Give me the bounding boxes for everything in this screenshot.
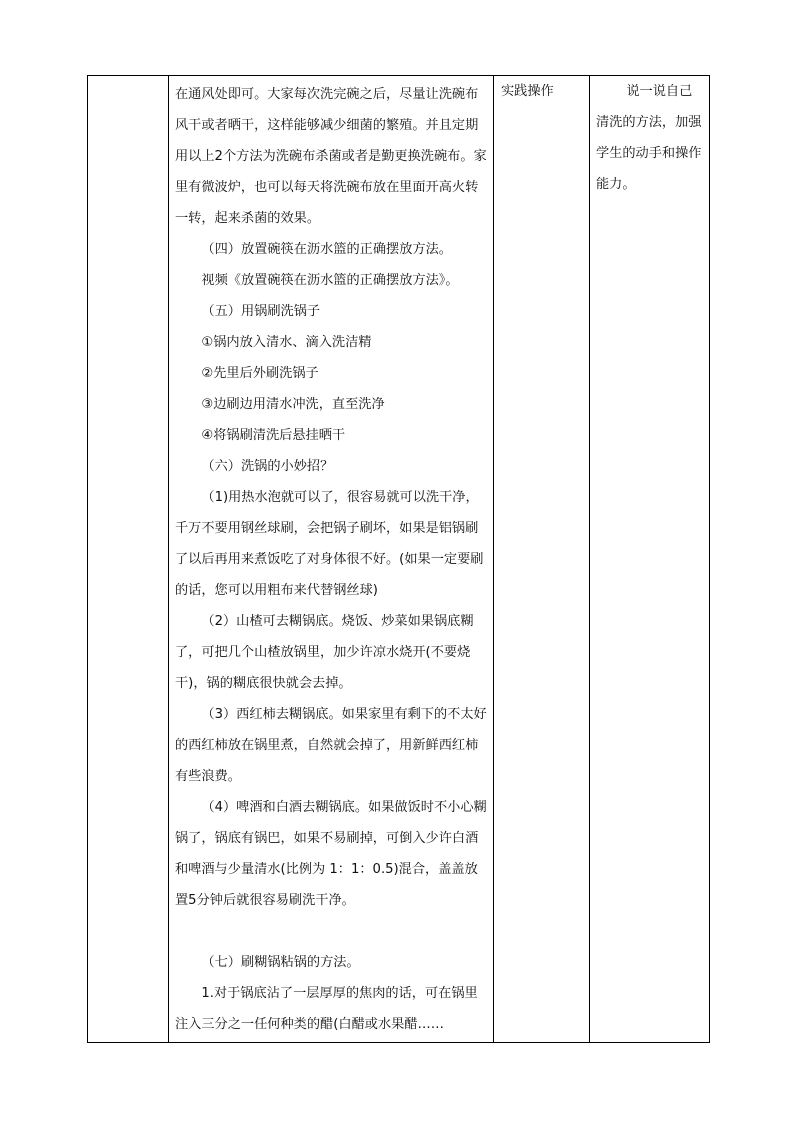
content-paragraph: 1.对于锅底沾了一层厚厚的焦肉的话，可在锅里注入三分之一任何种类的醋(白醋或水果醋…… bbox=[175, 986, 478, 1032]
content-paragraph: ①锅内放入清水、滴入洗洁精 bbox=[201, 335, 372, 350]
design-intent-text: 说一说自己清洗的方法，加强学生的动手和操作能力。 bbox=[596, 84, 702, 192]
content-paragraph: （1)用热水泡就可以了，很容易就可以洗干净，千万不要用钢丝球刷，会把锅子刷坏，如果是铝锅刷了以后再用来煮饭吃了对身体很不好。(如果一定要刷的话，您可以用粗布来代替钢丝球) bbox=[175, 490, 484, 598]
content-paragraph: （六）洗锅的小妙招？ bbox=[201, 459, 334, 474]
content-paragraph: ④将锅刷清洗后悬挂晒干 bbox=[201, 428, 346, 443]
content-paragraph: 视频《放置碗筷在沥水篮的正确摆放方法》。 bbox=[201, 273, 459, 288]
table-row bbox=[88, 76, 710, 1043]
content-paragraph: ②先里后外刷洗锅子 bbox=[201, 366, 319, 381]
content-paragraph: （2）山楂可去糊锅底。烧饭、炒菜如果锅底糊了，可把几个山楂放锅里，加少许凉水烧开(不要烧干)，锅的糊底很快就会去掉。 bbox=[175, 614, 474, 691]
content-paragraph: （4）啤酒和白酒去糊锅底。如果做饭时不小心糊锅了，锅底有锅巴，如果不易刷掉，可倒入少许白酒和啤酒与少量清水(比例为 1：1：0.5)混合，盖盖放置5分钟后就很容易刷洗干净。 bbox=[175, 800, 487, 908]
teaching-content bbox=[169, 76, 493, 1040]
content-paragraph: （3）西红柿去糊锅底。如果家里有剩下的不太好的西红柿放在锅里煮，自然就会掉了，用新鲜西红柿有些浪费。 bbox=[175, 707, 487, 784]
content-paragraph: 在通风处即可。大家每次洗完碗之后，尽量让洗碗布风干或者晒干，这样能够减少细菌的繁殖。并且定期用以上2个方法为洗碗布杀菌或者是勤更换洗碗布。家里有微波炉，也可以每天将洗碗布放在里面开高火转一转，起来杀菌的效果。 bbox=[175, 87, 487, 226]
blank-cell bbox=[88, 76, 169, 1043]
activity-cell bbox=[494, 76, 590, 1043]
design-intent bbox=[590, 76, 709, 200]
student-activity: 实践操作 bbox=[501, 84, 554, 99]
content-cell bbox=[169, 76, 494, 1043]
content-paragraph: ③边刷边用清水冲洗，直至洗净 bbox=[201, 397, 385, 412]
content-paragraph: （四）放置碗筷在沥水篮的正确摆放方法。 bbox=[201, 242, 452, 257]
content-paragraph: （五）用锅刷洗锅子 bbox=[201, 304, 321, 319]
content-paragraph bbox=[175, 916, 487, 947]
lesson-plan-table bbox=[87, 75, 710, 1043]
intent-cell bbox=[590, 76, 710, 1043]
content-paragraph: （七）刷糊锅粘锅的方法。 bbox=[201, 955, 360, 970]
